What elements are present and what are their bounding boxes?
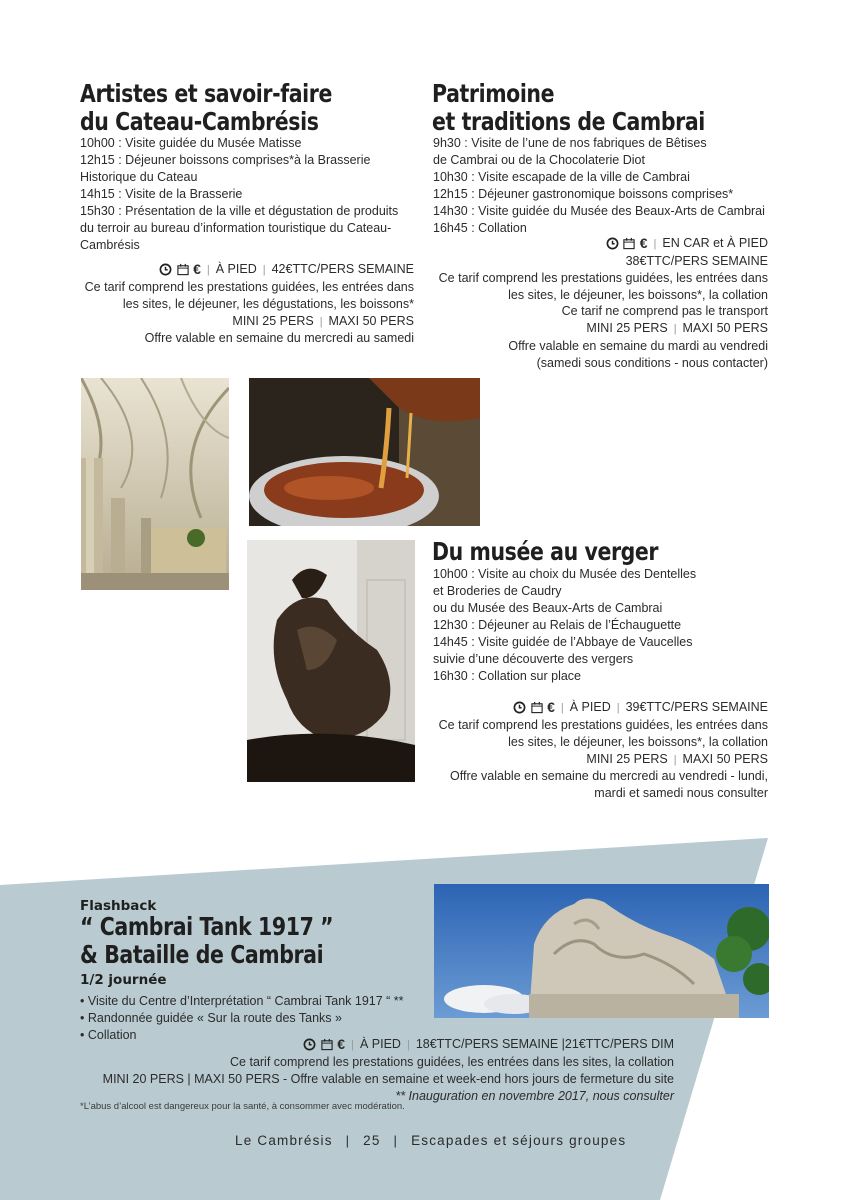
schedule-line: Historique du Cateau (80, 170, 198, 184)
schedule-cambrai (433, 135, 765, 237)
euro-icon: € (547, 699, 555, 715)
list-item: • Collation (80, 1028, 137, 1042)
schedule-line: 10h00 : Visite guidée du Musée Matisse (80, 136, 302, 150)
schedule-line: de Cambrai ou de la Chocolaterie Diot (433, 153, 645, 167)
clock-icon (159, 263, 172, 276)
info-icons (606, 235, 648, 253)
calendar-icon (622, 237, 636, 250)
info-musee: € | À PIED | 39€TTC/PERS SEMAINE Ce tarif comprend les prestations guidées, les entrées dans les sites, le déjeuner, les boissons*, la collation MINI 25 PERS | MAXI 50 PERS Offre valable en semaine du mercredi au vendredi - lundi, mardi et samedi nous consulter (438, 699, 768, 801)
schedule-line: 10h30 : Visite escapade de la ville de Cambrai (433, 170, 690, 184)
schedule-line: 9h30 : Visite de l’une de nos fabriques de Bêtises (433, 136, 707, 150)
info-cambrai: € | EN CAR et À PIED 38€TTC/PERS SEMAINE Ce tarif comprend les prestations guidées, les entrées dans les sites, le déjeuner, les boissons*, la collation Ce tarif ne comprend pas le transport MINI 25 PERS | MAXI 50 PERS Offre valable en semaine du mardi au vendredi (samedi sous conditions - nous contacter) (438, 235, 768, 370)
photo-vaulted-hall (81, 378, 229, 590)
euro-icon: € (193, 261, 201, 277)
footer-region: Le Cambrésis (235, 1133, 333, 1148)
flashback-kicker: Flashback (80, 898, 157, 914)
section-title-flashback: “ Cambrai Tank 1917 ” & Bataille de Cambrai (80, 912, 334, 969)
clock-icon (513, 701, 526, 714)
calendar-icon (530, 701, 544, 714)
clock-icon (606, 237, 619, 250)
page-footer: Le Cambrésis | 25 | Escapades et séjours groupes (235, 1133, 627, 1148)
schedule-line: 15h30 : Présentation de la ville et dégustation de produits (80, 204, 399, 218)
section-title-musee: Du musée au verger (432, 537, 659, 566)
photo-cooking-pot (249, 378, 480, 526)
schedule-line: du terroir au bureau d’information touristique du Cateau- (80, 221, 392, 235)
schedule-musee (433, 566, 696, 685)
schedule-line: 14h15 : Visite de la Brasserie (80, 187, 243, 201)
calendar-icon (320, 1038, 334, 1051)
info-icons (159, 261, 201, 279)
footer-section: Escapades et séjours groupes (411, 1133, 627, 1148)
euro-icon: € (337, 1036, 346, 1052)
schedule-line: 12h30 : Déjeuner au Relais de l’Échauguette (433, 618, 682, 632)
photo-bronze-sculpture (247, 540, 415, 782)
section-title-cambrai: Patrimoine et traditions de Cambrai (432, 79, 705, 136)
alcohol-disclaimer: *L’abus d’alcool est dangereux pour la santé, à consommer avec modération. (80, 1101, 405, 1112)
schedule-line: 14h30 : Visite guidée du Musée des Beaux-Arts de Cambrai (433, 204, 765, 218)
page-number: 25 (363, 1133, 381, 1148)
schedule-line: 10h00 : Visite au choix du Musée des Dentelles (433, 567, 697, 581)
schedule-line: 12h15 : Déjeuner gastronomique boissons comprises* (433, 187, 734, 201)
schedule-line: Cambrésis (80, 238, 140, 252)
schedule-line: 16h30 : Collation sur place (433, 669, 582, 683)
info-icons (513, 699, 555, 717)
euro-icon: € (639, 235, 648, 251)
info-flashback: € | À PIED | 18€TTC/PERS SEMAINE |21€TTC/PERS DIM Ce tarif comprend les prestations guidées, les entrées dans les sites, la collation MINI 20 PERS | MAXI 50 PERS - Offre valable en semaine et week-end hors jours de fermeture du site ** Inauguration en novembre 2017, nous consulter (102, 1036, 674, 1103)
clock-icon (303, 1038, 316, 1051)
schedule-line: et Broderies de Caudry (433, 584, 562, 598)
calendar-icon (176, 263, 190, 276)
photo-war-memorial (434, 884, 769, 1018)
list-item: • Randonnée guidée « Sur la route des Tanks » (80, 1011, 342, 1025)
schedule-line: 12h15 : Déjeuner boissons comprises*à la Brasserie (80, 153, 371, 167)
schedule-line: suivie d’une découverte des vergers (433, 652, 634, 666)
schedule-line: ou du Musée des Beaux-Arts de Cambrai (433, 601, 663, 615)
schedule-line: 16h45 : Collation (433, 221, 527, 235)
schedule-line: 14h45 : Visite guidée de l’Abbaye de Vaucelles (433, 635, 693, 649)
info-icons (303, 1036, 345, 1054)
list-item: • Visite du Centre d’Interprétation “ Cambrai Tank 1917 “ ** (80, 994, 404, 1008)
section-title-cateau: Artistes et savoir-faire du Cateau-Cambrésis (80, 79, 332, 136)
info-cateau: € | À PIED | 42€TTC/PERS SEMAINE Ce tarif comprend les prestations guidées, les entrées dans les sites, le déjeuner, les dégustations, les boissons* MINI 25 PERS | MAXI 50 PERS Offre valable en semaine du mercredi au samedi (84, 261, 414, 346)
schedule-cateau (80, 135, 398, 254)
flashback-duration: 1/2 journée (80, 972, 167, 988)
